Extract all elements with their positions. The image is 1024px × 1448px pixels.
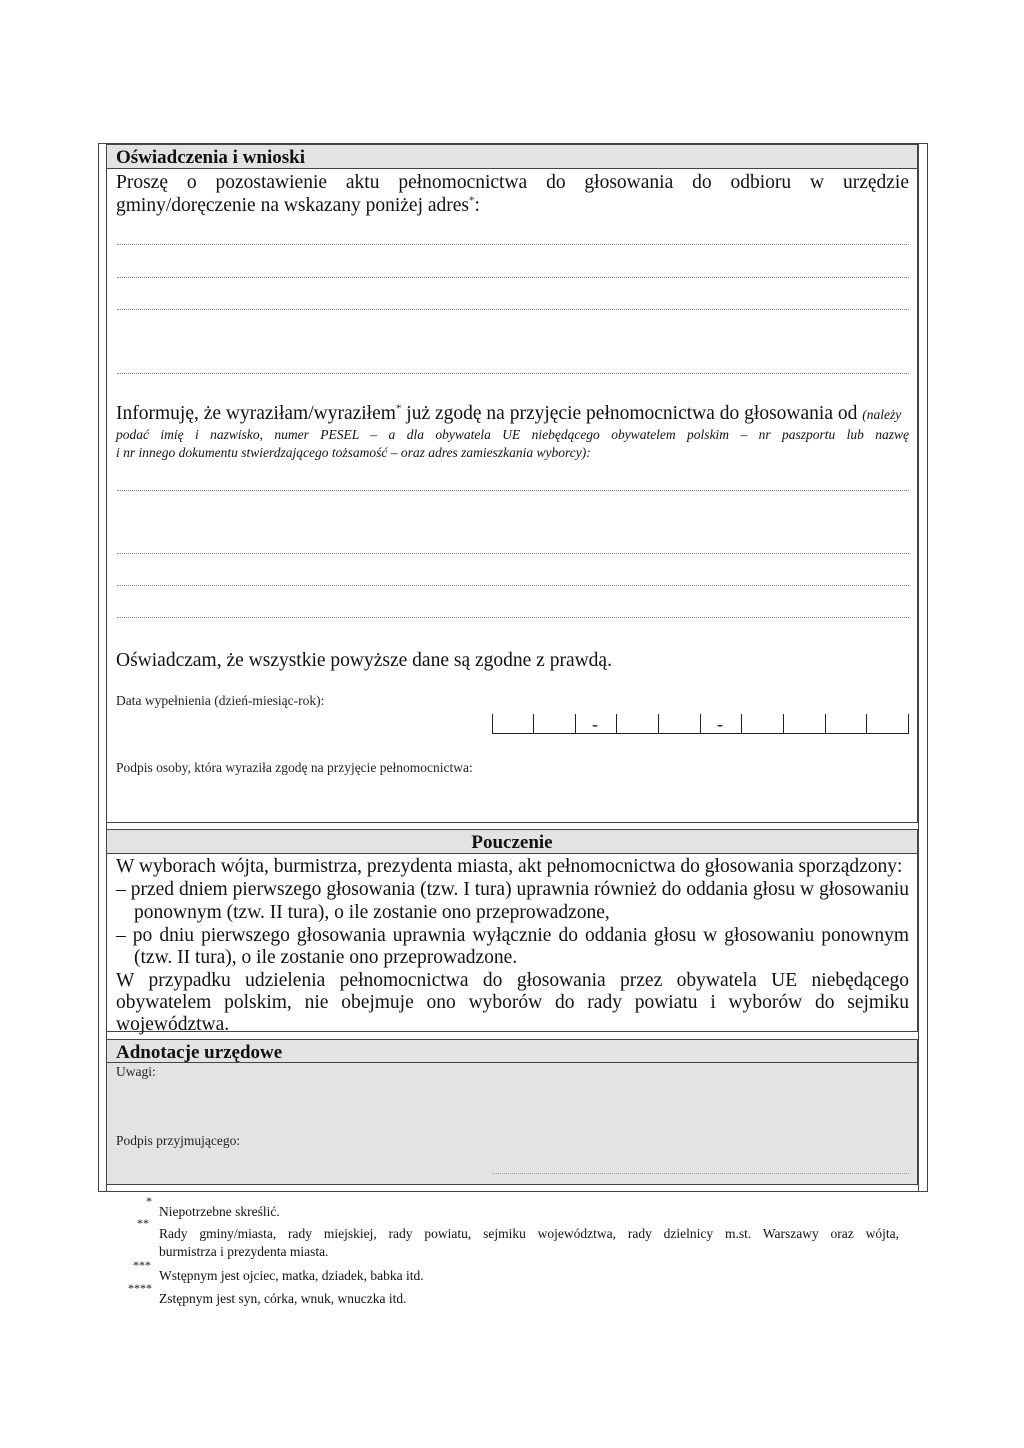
address-line-2[interactable] (117, 277, 909, 278)
signature-label: Podpis osoby, która wyraziła zgodę na przyjęcie pełnomocnictwa: (116, 760, 473, 775)
instruction-item-2-line-2: (tzw. II tura), o ile zostanie ono przeprowadzone. (134, 947, 518, 968)
instruction-heading: Pouczenie (106, 829, 918, 854)
request-line-2: gminy/doręczenie na wskazany poniżej adres*: (116, 194, 480, 216)
address-line-3[interactable] (117, 309, 909, 310)
address-line-4[interactable] (117, 373, 909, 374)
inform-line: Informuję, że wyraziłam/wyraziłem* już zgodę na przyjęcie pełnomocnictwa do głosowania od (należy (116, 402, 902, 424)
date-separator: - (717, 714, 723, 734)
instruction-item-1-line-2: ponownym (tzw. II tura), o ile zostanie ono przeprowadzone, (134, 902, 610, 923)
footnote-4-text: Zstępnym jest syn, córka, wnuk, wnuczka itd. (159, 1291, 407, 1306)
proxy-line-2[interactable] (117, 553, 909, 554)
date-label: Data wypełnienia (dzień-miesiąc-rok): (116, 693, 325, 708)
proxy-line-3[interactable] (117, 585, 909, 586)
footnote-2-text: Rady gminy/miasta, rady miejskiej, rady powiatu, sejmiku województwa, rady dzielnicy m.st. Warszawy oraz wójta, (159, 1226, 899, 1241)
footnote-1-mark: * (146, 1194, 152, 1208)
instruction-para-line-1: W przypadku udzielenia pełnomocnictwa do głosowania przez obywatela UE niebędącego (116, 970, 909, 991)
inform-note-line-3: i nr innego dokumentu stwierdzającego tożsamość – oraz adres zamieszkania wyborcy): (116, 445, 591, 460)
receiver-label: Podpis przyjmującego: (116, 1133, 241, 1148)
footnote-3-text: Wstępnym jest ojciec, matka, dziadek, babka itd. (159, 1268, 424, 1283)
instruction-para-line-3: województwa. (116, 1014, 230, 1035)
proxy-line-4[interactable] (117, 617, 909, 618)
truth-statement: Oświadczam, że wszystkie powyższe dane są zgodne z prawdą. (116, 650, 612, 671)
instruction-item-2-line-1: – po dniu pierwszego głosowania uprawnia wyłącznie do oddania głosu w głosowaniu ponownym (116, 925, 909, 946)
remarks-label: Uwagi: (116, 1064, 156, 1079)
instruction-item-1-line-1: – przed dniem pierwszego głosowania (tzw. I tura) uprawnia również do oddania głosu w głosowaniu (116, 879, 909, 900)
footnote-1-text: Niepotrzebne skreślić. (159, 1204, 280, 1219)
footnote-mark: * (469, 194, 475, 207)
footnote-4-mark: **** (128, 1281, 152, 1295)
declarations-heading: Oświadczenia i wnioski (106, 144, 918, 169)
declarations-panel (106, 169, 918, 823)
address-line-1[interactable] (117, 244, 909, 245)
date-separator: - (592, 714, 598, 734)
footnote-3-mark: *** (133, 1258, 151, 1272)
official-heading: Adnotacje urzędowe (106, 1039, 918, 1063)
proxy-line-1[interactable] (117, 490, 909, 491)
right-gutter-line (918, 143, 919, 1192)
request-line-1: Proszę o pozostawienie aktu pełnomocnictwa do głosowania do odbioru w urzędzie (116, 172, 909, 193)
footnote-mark: * (395, 402, 402, 415)
instruction-intro: W wyborach wójta, burmistrza, prezydenta miasta, akt pełnomocnictwa do głosowania sporządzony: (116, 856, 903, 877)
inform-note-line-2: podać imię i nazwisko, numer PESEL – a dla obywatela UE niebędącego obywatelem polskim – nr paszportu lub nazwę (116, 427, 909, 442)
footnote-2-mark: ** (137, 1216, 149, 1230)
receiver-signature-line[interactable] (492, 1173, 909, 1174)
footnote-2-text-cont: burmistrza i prezydenta miasta. (159, 1244, 329, 1259)
instruction-para-line-2: obywatelem polskim, nie obejmuje ono wyborów do rady powiatu i wyborów do sejmiku (116, 992, 909, 1013)
